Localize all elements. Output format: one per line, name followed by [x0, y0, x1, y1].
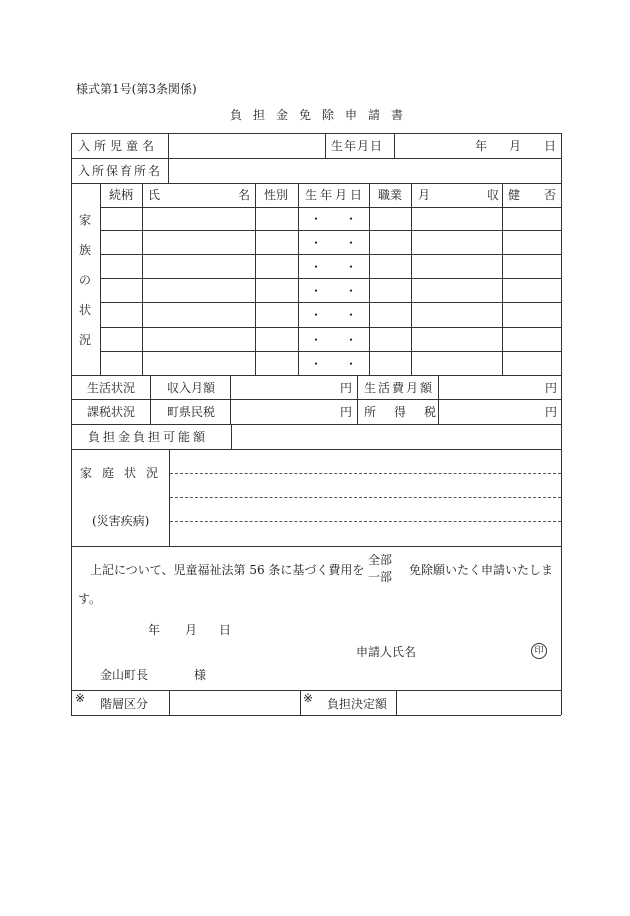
- birth-dot: ・: [310, 308, 323, 322]
- option-part[interactable]: 一部: [368, 570, 393, 584]
- child-name-field[interactable]: [169, 134, 325, 158]
- declaration-text-cont: す。: [78, 592, 102, 606]
- office-mark-2: ※: [303, 691, 314, 705]
- date-year-label: 年: [148, 623, 161, 637]
- family-side-char-2: 族: [78, 243, 91, 257]
- birth-day-label: 日: [544, 139, 557, 153]
- income-tax-label: 所得税: [364, 405, 455, 419]
- income-monthly-yen: 円: [340, 381, 353, 395]
- birth-year-label: 年: [475, 139, 488, 153]
- home-status-field[interactable]: [170, 450, 560, 545]
- birth-dot: ・: [345, 284, 358, 298]
- income-tax-yen: 円: [545, 405, 558, 419]
- header-income-month: 月: [418, 188, 431, 202]
- option-all[interactable]: 全部: [368, 553, 393, 567]
- seal-mark: 印: [531, 643, 547, 659]
- class-label: 階層区分: [100, 697, 149, 711]
- birth-dot: ・: [345, 333, 358, 347]
- capacity-field[interactable]: [232, 425, 560, 448]
- applicant-name-label: 申請人氏名: [356, 645, 417, 659]
- birth-dot: ・: [345, 212, 358, 226]
- declaration-text: 上記について、児童福祉法第 56 条に基づく費用を: [90, 563, 365, 577]
- header-health-1: 健: [508, 188, 521, 202]
- birth-dot: ・: [310, 357, 323, 371]
- header-name-given: 名: [238, 188, 251, 202]
- header-relation: 続柄: [109, 188, 134, 202]
- birth-dot: ・: [345, 260, 358, 274]
- page-title: 負担金免除申請書: [230, 108, 415, 122]
- office-mark-1: ※: [75, 691, 86, 705]
- facility-name-label: 入所保育所名: [78, 164, 163, 178]
- decision-field[interactable]: [397, 691, 560, 714]
- living-expense-label: 生活費月額: [364, 381, 435, 395]
- family-side-char-1: 家: [78, 213, 91, 227]
- date-month-label: 月: [185, 623, 198, 637]
- birth-dot: ・: [310, 284, 323, 298]
- birth-dot: ・: [345, 308, 358, 322]
- addressee-label: 金山町長: [100, 668, 149, 682]
- decision-label: 負担決定額: [327, 697, 388, 711]
- income-monthly-label: 収入月額: [167, 381, 216, 395]
- birth-dot: ・: [310, 333, 323, 347]
- home-status-note: (災害疾病): [92, 514, 150, 528]
- family-side-char-4: 状: [78, 303, 91, 317]
- header-gender: 性別: [264, 188, 289, 202]
- municipal-tax-yen: 円: [340, 405, 353, 419]
- header-name-family: 氏: [148, 188, 161, 202]
- home-status-label: 家庭状況: [80, 466, 169, 480]
- addressee-honorific: 様: [194, 668, 207, 682]
- child-name-label: 入所児童名: [78, 139, 159, 153]
- form-id: 様式第1号(第3条関係): [76, 82, 197, 96]
- date-day-label: 日: [219, 623, 232, 637]
- declaration-text-after: 免除願いたく申請いたしま: [409, 563, 554, 577]
- birth-dot: ・: [310, 212, 323, 226]
- header-job: 職業: [378, 188, 403, 202]
- birth-dot: ・: [310, 260, 323, 274]
- living-status-label: 生活状況: [87, 381, 136, 395]
- family-side-char-3: の: [78, 273, 91, 287]
- birth-dot: ・: [310, 236, 323, 250]
- birth-dot: ・: [345, 236, 358, 250]
- facility-name-field[interactable]: [169, 159, 560, 183]
- class-field[interactable]: [170, 691, 299, 714]
- tax-status-label: 課税状況: [87, 405, 136, 419]
- family-side-char-5: 況: [78, 333, 91, 347]
- header-birth: 生年月日: [305, 188, 366, 202]
- birth-date-label: 生年月日: [331, 139, 384, 153]
- header-income-yield: 収: [487, 188, 500, 202]
- living-expense-yen: 円: [545, 381, 558, 395]
- municipal-tax-label: 町県民税: [167, 405, 216, 419]
- birth-month-label: 月: [509, 139, 522, 153]
- capacity-label: 負担金負担可能額: [88, 430, 209, 444]
- header-health-2: 否: [544, 188, 557, 202]
- birth-dot: ・: [345, 357, 358, 371]
